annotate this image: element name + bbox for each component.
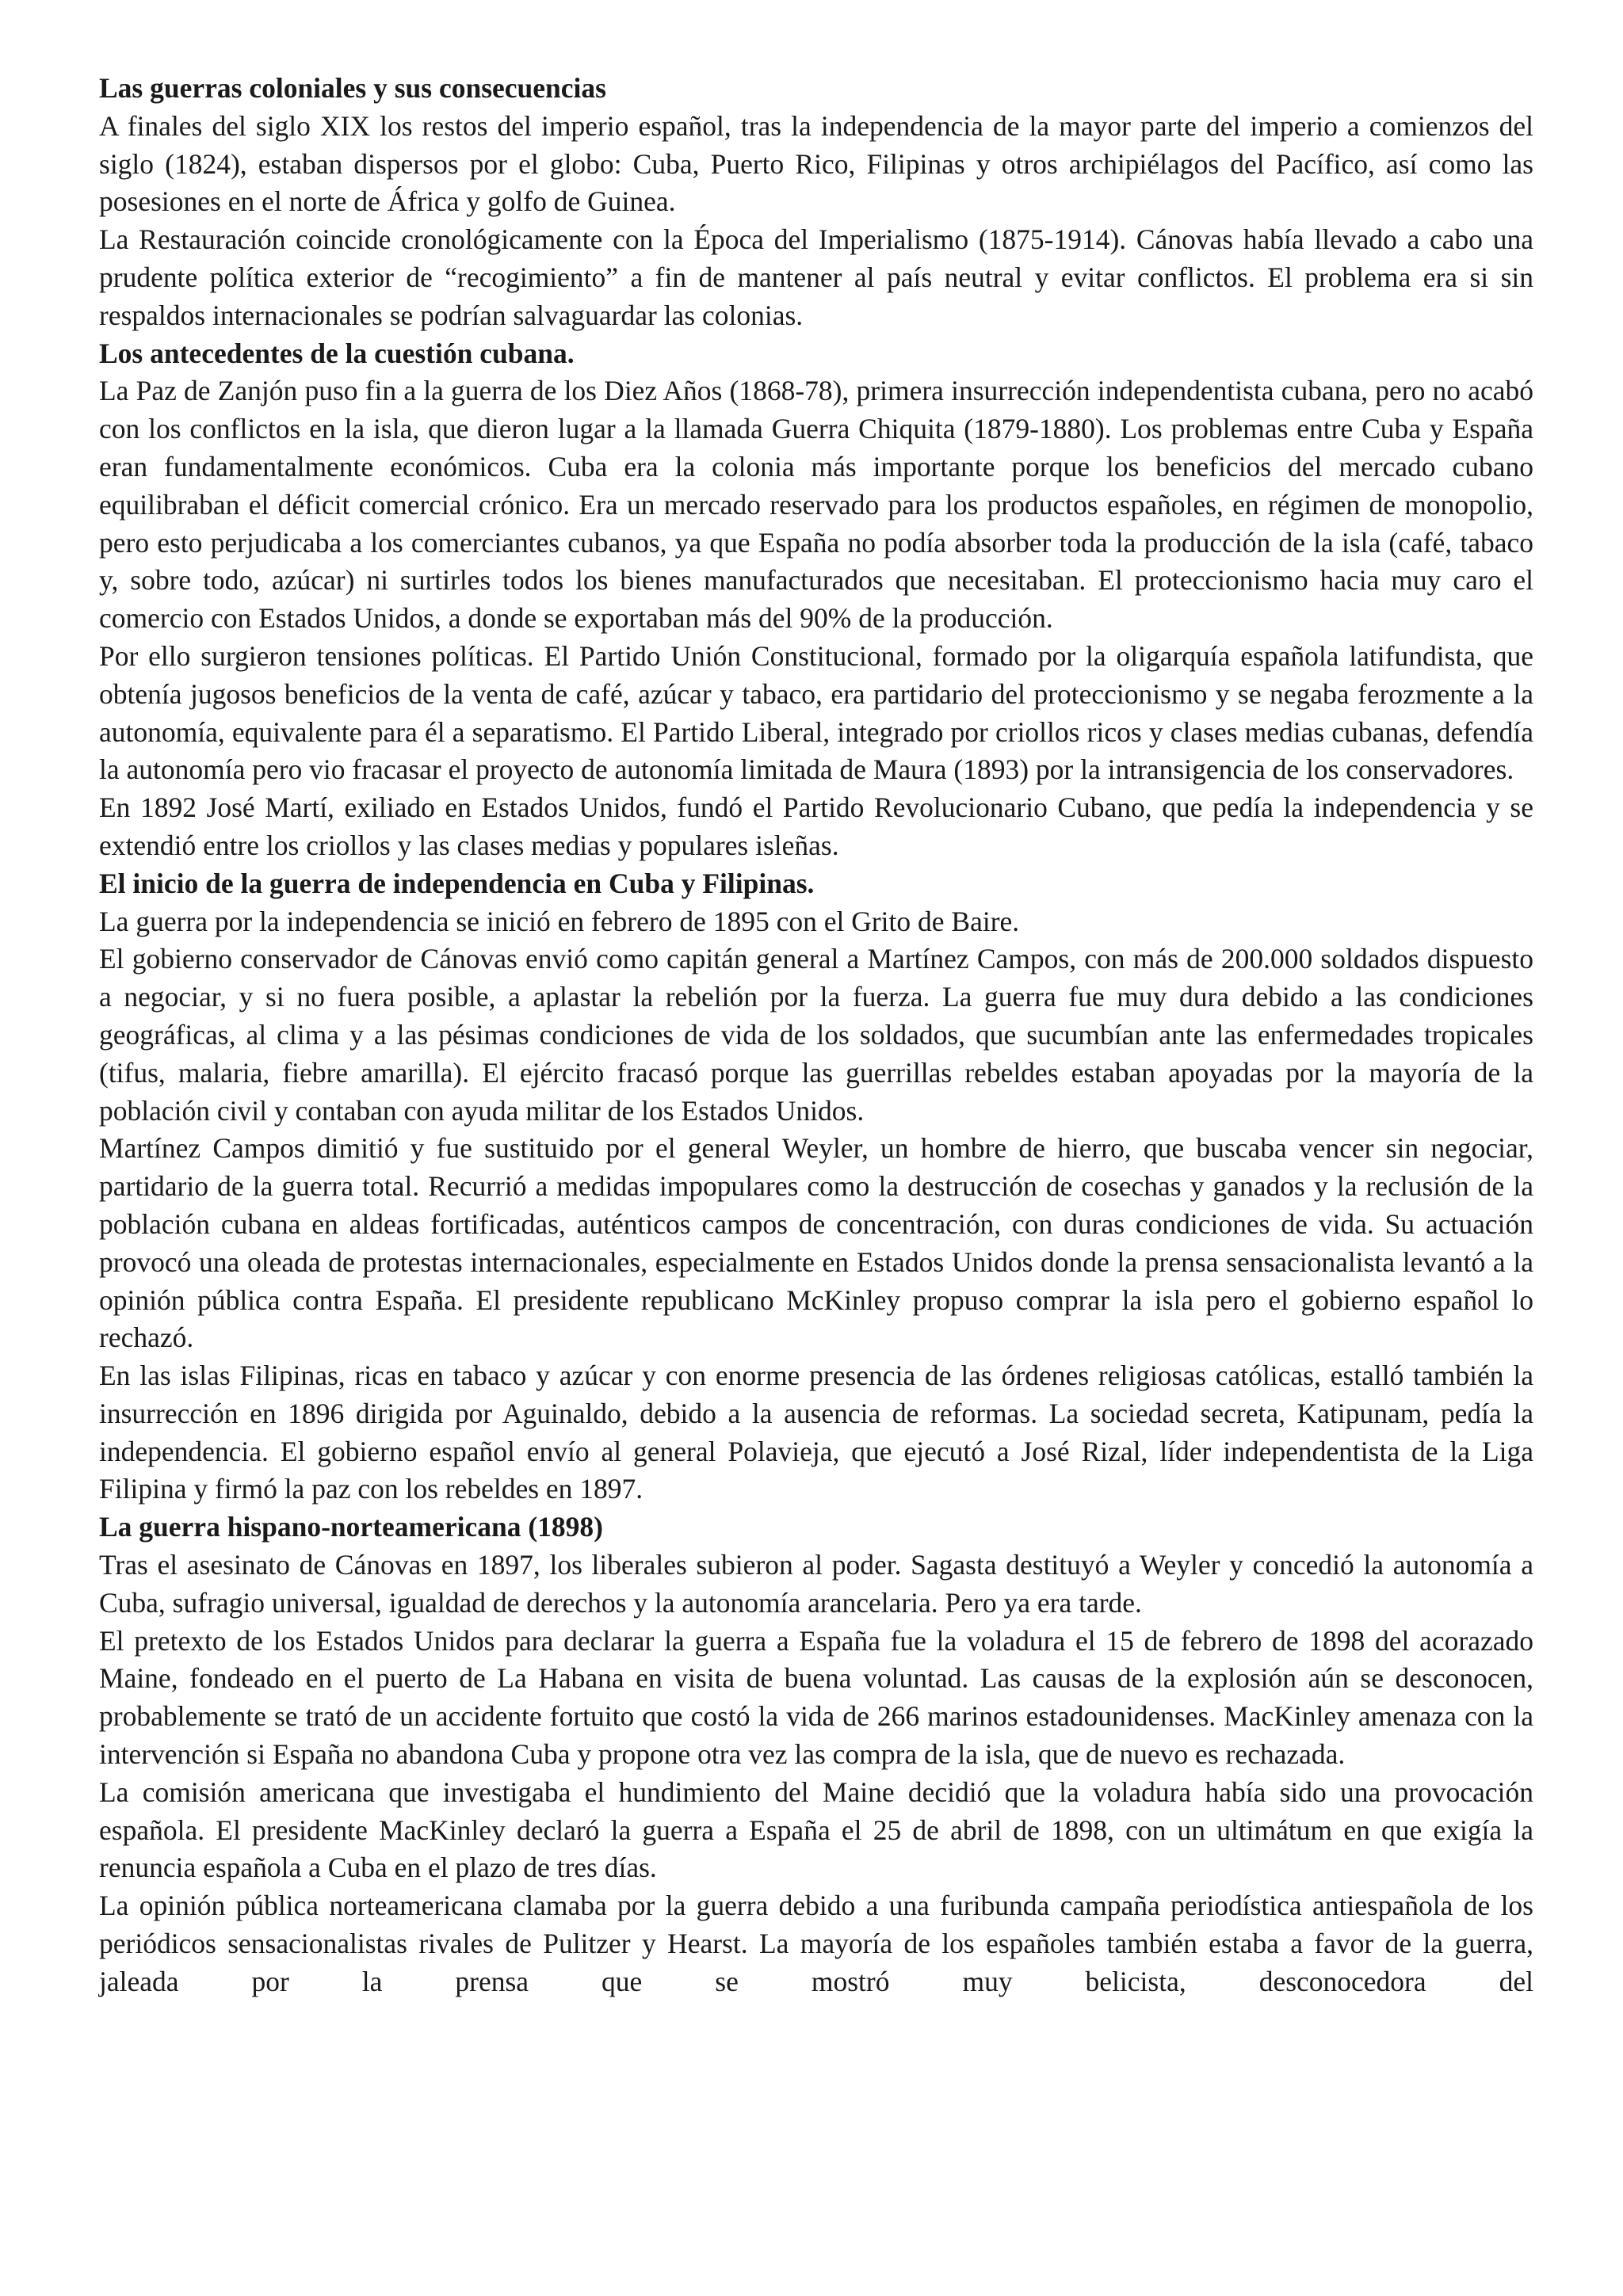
section-inicio-guerra-independencia xyxy=(99,865,1533,1509)
section-heading: El inicio de la guerra de independencia en Cuba y Filipinas. xyxy=(99,867,815,899)
document-page xyxy=(99,70,1533,2001)
paragraph: Por ello surgieron tensiones políticas. El Partido Unión Constitucional, formado por la oligarquía española latifundista, que obtenía jugosos beneficios de la venta de café, azúcar y tabaco, era partidario del proteccionismo y se negaba ferozmente a la autonomía, equivalente para él a separatismo. El Partido Liberal, integrado por criollos ricos y clases medias cubanas, defendía la autonomía pero vio fracasar el proyecto de autonomía limitada de Maura (1893) por la intransigencia de los conservadores. xyxy=(99,639,1533,786)
paragraph: Tras el asesinato de Cánovas en 1897, los liberales subieron al poder. Sagasta destituyó a Weyler y concedió la autonomía a Cuba, sufragio universal, igualdad de derechos y la autonomía arancelaria. Pero ya era tarde. xyxy=(99,1549,1533,1619)
section-guerras-coloniales xyxy=(99,70,1533,335)
paragraph: En 1892 José Martí, exiliado en Estados Unidos, fundó el Partido Revolucionario Cubano, que pedía la independencia y se extendió entre los criollos y las clases medias y populares isleñas. xyxy=(99,791,1533,861)
paragraph: El gobierno conservador de Cánovas envió como capitán general a Martínez Campos, con más de 200.000 soldados dispuesto a negociar, y si no fuera posible, a aplastar la rebelión por la fuerza. La guerra fue muy dura debido a las condiciones geográficas, al clima y a las pésimas condiciones de vida de los soldados, que sucumbían ante las enfermedades tropicales (tifus, malaria, fiebre amarilla). El ejército fracasó porque las guerrillas rebeldes estaban apoyadas por la mayoría de la población civil y contaban con ayuda militar de los Estados Unidos. xyxy=(99,943,1533,1127)
paragraph: La opinión pública norteamericana clamaba por la guerra debido a una furibunda campaña periodística antiespañola de los periódicos sensacionalistas rivales de Pulitzer y Hearst. La mayoría de los españoles también estaba a favor de la guerra, jaleada por la prensa que se mostró muy belicista, desconocedora del xyxy=(99,1890,1533,1997)
paragraph: La Paz de Zanjón puso fin a la guerra de los Diez Años (1868-78), primera insurrección independentista cubana, pero no acabó con los conflictos en la isla, que dieron lugar a la llamada Guerra Chiquita (1879-1880). Los problemas entre Cuba y España eran fundamentalmente económicos. Cuba era la colonia más importante porque los beneficios del mercado cubano equilibraban el déficit comercial crónico. Era un mercado reservado para los productos españoles, en régimen de monopolio, pero esto perjudicaba a los comerciantes cubanos, ya que España no podía absorber toda la producción de la isla (café, tabaco y, sobre todo, azúcar) ni surtirles todos los bienes manufacturados que necesitaban. El proteccionismo hacia muy caro el comercio con Estados Unidos, a donde se exportaban más del 90% de la producción. xyxy=(99,375,1533,635)
section-heading: Las guerras coloniales y sus consecuencias xyxy=(99,72,606,104)
paragraph: En las islas Filipinas, ricas en tabaco y azúcar y con enorme presencia de las órdenes religiosas católicas, estalló también la insurrección en 1896 dirigida por Aguinaldo, debido a la ausencia de reformas. La sociedad secreta, Katipunam, pedía la independencia. El gobierno español envío al general Polavieja, que ejecutó a José Rizal, líder independentista de la Liga Filipina y firmó la paz con los rebeldes en 1897. xyxy=(99,1360,1533,1505)
section-antecedentes-cuestion-cubana xyxy=(99,335,1533,865)
paragraph: La comisión americana que investigaba el hundimiento del Maine decidió que la voladura había sido una provocación española. El presidente MacKinley declaró la guerra a España el 25 de abril de 1898, con un ultimátum en que exigía la renuncia española a Cuba en el plazo de tres días. xyxy=(99,1775,1533,1884)
paragraph: La guerra por la independencia se inició en febrero de 1895 con el Grito de Baire. xyxy=(99,905,1020,937)
paragraph: El pretexto de los Estados Unidos para declarar la guerra a España fue la voladura el 15 de febrero de 1898 del acorazado Maine, fondeado en el puerto de La Habana en visita de buena voluntad. Las causas de la explosión aún se desconocen, probablemente se trató de un accidente fortuito que costó la vida de 266 marinos estadounidenses. MacKinley amenaza con la intervención si España no abandona Cuba y propone otra vez las compra de la isla, que de nuevo es rechazada. xyxy=(99,1624,1533,1771)
paragraph: A finales del siglo XIX los restos del imperio español, tras la independencia de la mayor parte del imperio a comienzos del siglo (1824), estaban dispersos por el globo: Cuba, Puerto Rico, Filipinas y otros archipiélagos del Pacífico, así como las posesiones en el norte de África y golfo de Guinea. xyxy=(99,109,1533,218)
section-heading: La guerra hispano-norteamericana (1898) xyxy=(99,1511,603,1543)
paragraph: Martínez Campos dimitió y fue sustituido por el general Weyler, un hombre de hierro, que buscaba vencer sin negociar, partidario de la guerra total. Recurrió a medidas impopulares como la destrucción de cosechas y ganados y la reclusión de la población cubana en aldeas fortificadas, auténticos campos de concentración, con duras condiciones de vida. Su actuación provocó una oleada de protestas internacionales, especialmente en Estados Unidos donde la prensa sensacionalista levantó a la opinión pública contra España. El presidente republicano McKinley propuso comprar la isla pero el gobierno español lo rechazó. xyxy=(99,1132,1533,1354)
section-heading: Los antecedentes de la cuestión cubana. xyxy=(99,337,575,369)
paragraph: La Restauración coincide cronológicamente con la Época del Imperialismo (1875-1914). Cánovas había llevado a cabo una prudente política exterior de “recogimiento” a fin de mantener al país neutral y evitar conflictos. El problema era si sin respaldos internacionales se podrían salvaguardar las colonias. xyxy=(99,223,1533,331)
section-guerra-hispano-norteamericana xyxy=(99,1508,1533,2000)
